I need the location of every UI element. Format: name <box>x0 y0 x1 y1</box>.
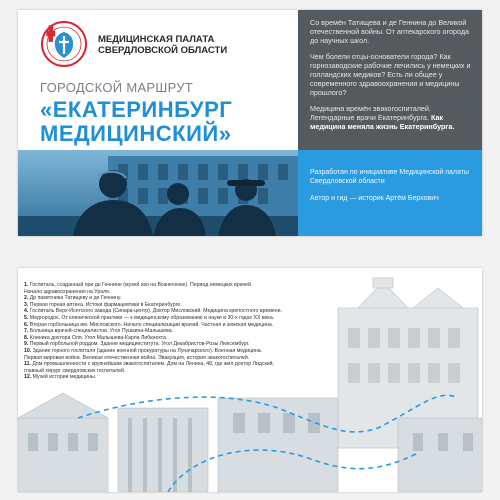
stop-text: Первая горная аптека. Истоки фармацевтики в Екатеринбурге. <box>29 301 182 308</box>
route-title-line-1: «ЕКАТЕРИНБУРГ <box>40 97 233 122</box>
stop-number: 4. <box>24 308 29 315</box>
org-name-line-2: СВЕРДЛОВСКОЙ ОБЛАСТИ <box>98 45 228 56</box>
stop-number: 12. <box>24 374 32 381</box>
org-name-line-1: МЕДИЦИНСКАЯ ПАЛАТА <box>98 34 215 45</box>
chamber-logo <box>40 20 88 68</box>
stop-text: Госпиталь, созданный при де Геннине (музей изо на Вознесенке). Период немецких врачей. <box>29 282 253 288</box>
route-card-back <box>18 268 482 492</box>
tour-photo <box>18 150 298 236</box>
stop-text: Музей истории медицины. <box>32 374 97 381</box>
stop-text: Клиника доктора Оля. Угол Малышева-Карла Либкнехта. <box>29 334 168 341</box>
stop-text: Госпиталь Верх-Исетского завода (Синара-центр). Доктор Мисловский. Медицина крепостного времени. <box>29 308 283 315</box>
route-stops-list <box>24 282 344 381</box>
list-item <box>24 374 344 381</box>
list-item <box>24 315 344 322</box>
intro-paragraph: Чем болели отцы-основатели города? Как горнозаводские рабочие лечились у немецких и голландских медиков? Есть ли общее у современного здравоохранения и медицины прошлого? <box>310 52 471 97</box>
list-item <box>24 328 344 335</box>
stop-number: 7. <box>24 328 29 335</box>
stop-text: Дом промышленности с крупнейшим эвакогоспиталем. Дом на Ленина, 48, где жил доктор Лидский, <box>32 361 274 368</box>
intro-paragraph-text: Медицина времён эвакогоспиталей. Легендарные врачи Екатеринбурга. <box>310 104 431 122</box>
stop-text: Начало здравоохранения на Урале. <box>24 288 111 295</box>
organization-name <box>98 34 288 56</box>
credits-box <box>298 150 482 236</box>
list-item <box>24 361 344 368</box>
route-title-line-2: МЕДИЦИНСКИЙ» <box>40 121 232 146</box>
stop-number: 1. <box>24 282 29 288</box>
stop-number: 11. <box>24 361 31 368</box>
stop-number: 3. <box>24 301 29 308</box>
list-item <box>24 348 344 355</box>
list-item <box>24 282 344 289</box>
author-note: Автор и гид — историк Артём Берхович <box>310 195 439 202</box>
stop-number: 6. <box>24 321 29 328</box>
stop-text: Здание горного госпиталя (здание военной прокуратуры на Луначарского). Военная медицина. <box>32 347 263 354</box>
route-title <box>40 98 300 146</box>
title-panel <box>18 10 298 150</box>
route-label: ГОРОДСКОЙ МАРШРУТ <box>40 80 194 95</box>
list-item <box>24 308 344 315</box>
stop-text: Первый горбольной роддом. Здание медицинститута. Угол Декабристов-Розы Люксембург. <box>29 341 250 348</box>
route-card-front <box>18 10 482 236</box>
intro-paragraph <box>310 104 476 131</box>
initiative-note: Разработан по инициативе Медицинской палаты Свердловской области <box>310 169 469 185</box>
stop-text: Др памятника Татищеву и де Геннину. <box>29 295 122 302</box>
stop-text: Медгородок. От клинической практики — к медицинскому образованию и науке в 30-х годах XX века. <box>29 314 275 321</box>
list-item <box>24 341 344 348</box>
stop-text: Первая мировая война. Великая отечественная война. Эвакуация, история эвакогоспиталей. <box>24 354 250 361</box>
list-item <box>24 295 344 302</box>
intro-highlight: Как медицина меняла жизнь Екатеринбурга. <box>310 113 455 131</box>
stop-text: Больница врачей-специалистов. Угол Пушкина-Малышева. <box>29 328 174 335</box>
stop-number: 8. <box>24 334 29 341</box>
stop-number: 9. <box>24 341 29 348</box>
stop-number: 2. <box>24 295 29 302</box>
stop-text: главный хирург свердловских госпиталей. <box>24 367 126 374</box>
stop-number: 10. <box>24 347 32 354</box>
list-item <box>24 289 344 296</box>
stop-text: Вторая горбольница им. Мисловского. Начало специализации врачей. Частная и земская медицина. <box>29 321 274 328</box>
intro-paragraph: Со времён Татищева и де Геннина до Великой отечественной войны. От аптекарского огорода до научных школ. <box>310 18 470 45</box>
intro-text <box>310 18 476 138</box>
stop-number: 5. <box>24 314 29 321</box>
